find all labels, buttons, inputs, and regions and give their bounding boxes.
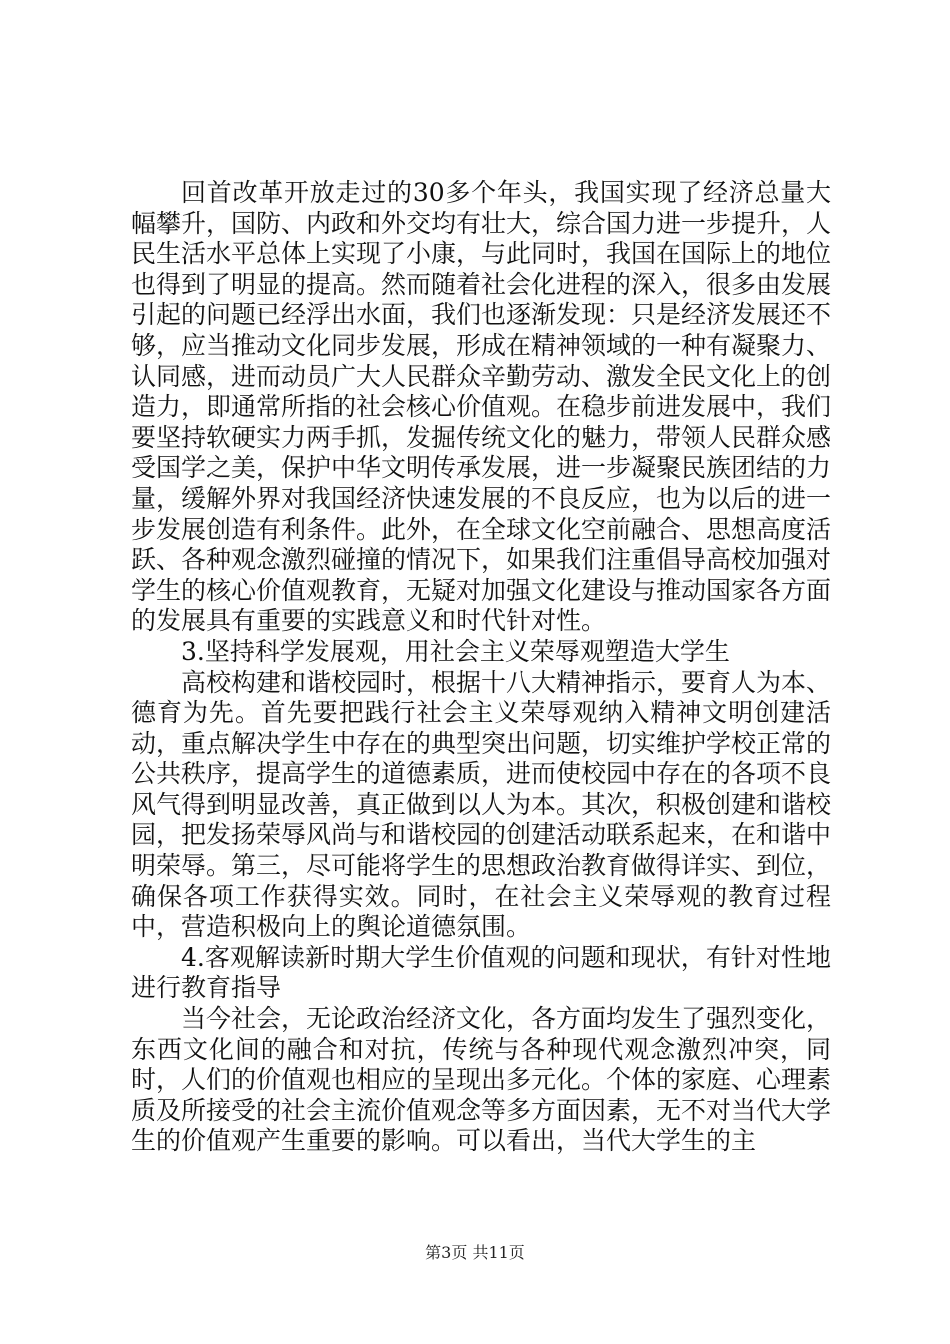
heading-section-3: 3.坚持科学发展观，用社会主义荣辱观塑造大学生 (181, 636, 730, 666)
page-footer: 第3页 共11页 (425, 1243, 525, 1262)
paragraph-reform-review: 回首改革开放走过的30多个年头，我国实现了经济总量大幅攀升，国防、内政和外交均有壮大，综合国力进一步提升，人民生活水平总体上实现了小康，与此同时，我国在国际上的地位也得到了明显的提高。然而随着社会化进程的深入，很多由发展引起的问题已经浮出水面，我们也逐渐发现：只是经济发展还不够，应当推动文化同步发展，形成在精神领域的一种有凝聚力、认同感，进而动员广大人民群众辛勤劳动、激发全民文化上的创造力，即通常所指的社会核心价值观。在稳步前进发展中，我们要坚持软硬实力两手抓，发掘传统文化的魅力，带领人民群众感受国学之美，保护中华文明传承发展，进一步凝聚民族团结的力量，缓解外界对我国经济快速发展的不良反应，也为以后的进一步发展创造有利条件。此外，在全球文化空前融合、思想高度活跃、各种观念激烈碰撞的情况下，如果我们注重倡导高校加强对学生的核心价值观教育，无疑对加强文化建设与推动国家各方面的发展具有重要的实践意义和时代针对性。 (131, 178, 832, 636)
paragraph-contemporary-society: 当今社会，无论政治经济文化，各方面均发生了强烈变化，东西文化间的融合和对抗，传统与各种现代观念激烈冲突，同时，人们的价值观也相应的呈现出多元化。个体的家庭、心理素质及所接受的社会主流价值观念等多方面因素，无不对当代大学生的价值观产生重要的影响。可以看出，当代大学生的主 (131, 1004, 832, 1156)
document-body (131, 178, 831, 1157)
paragraph-harmonious-campus: 高校构建和谐校园时，根据十八大精神指示，要育人为本、德育为先。首先要把践行社会主义荣辱观纳入精神文明创建活动，重点解决学生中存在的典型突出问题，切实维护学校正常的公共秩序，提高学生的道德素质，进而使校园中存在的各项不良风气得到明显改善，真正做到以人为本。其次，积极创建和谐校园，把发扬荣辱风尚与和谐校园的创建活动联系起来，在和谐中明荣辱。第三，尽可能将学生的思想政治教育做得详实、到位，确保各项工作获得实效。同时，在社会主义荣辱观的教育过程中，营造积极向上的舆论道德氛围。 (131, 667, 832, 942)
heading-section-4: 4.客观解读新时期大学生价值观的问题和现状，有针对性地进行教育指导 (131, 942, 831, 1003)
